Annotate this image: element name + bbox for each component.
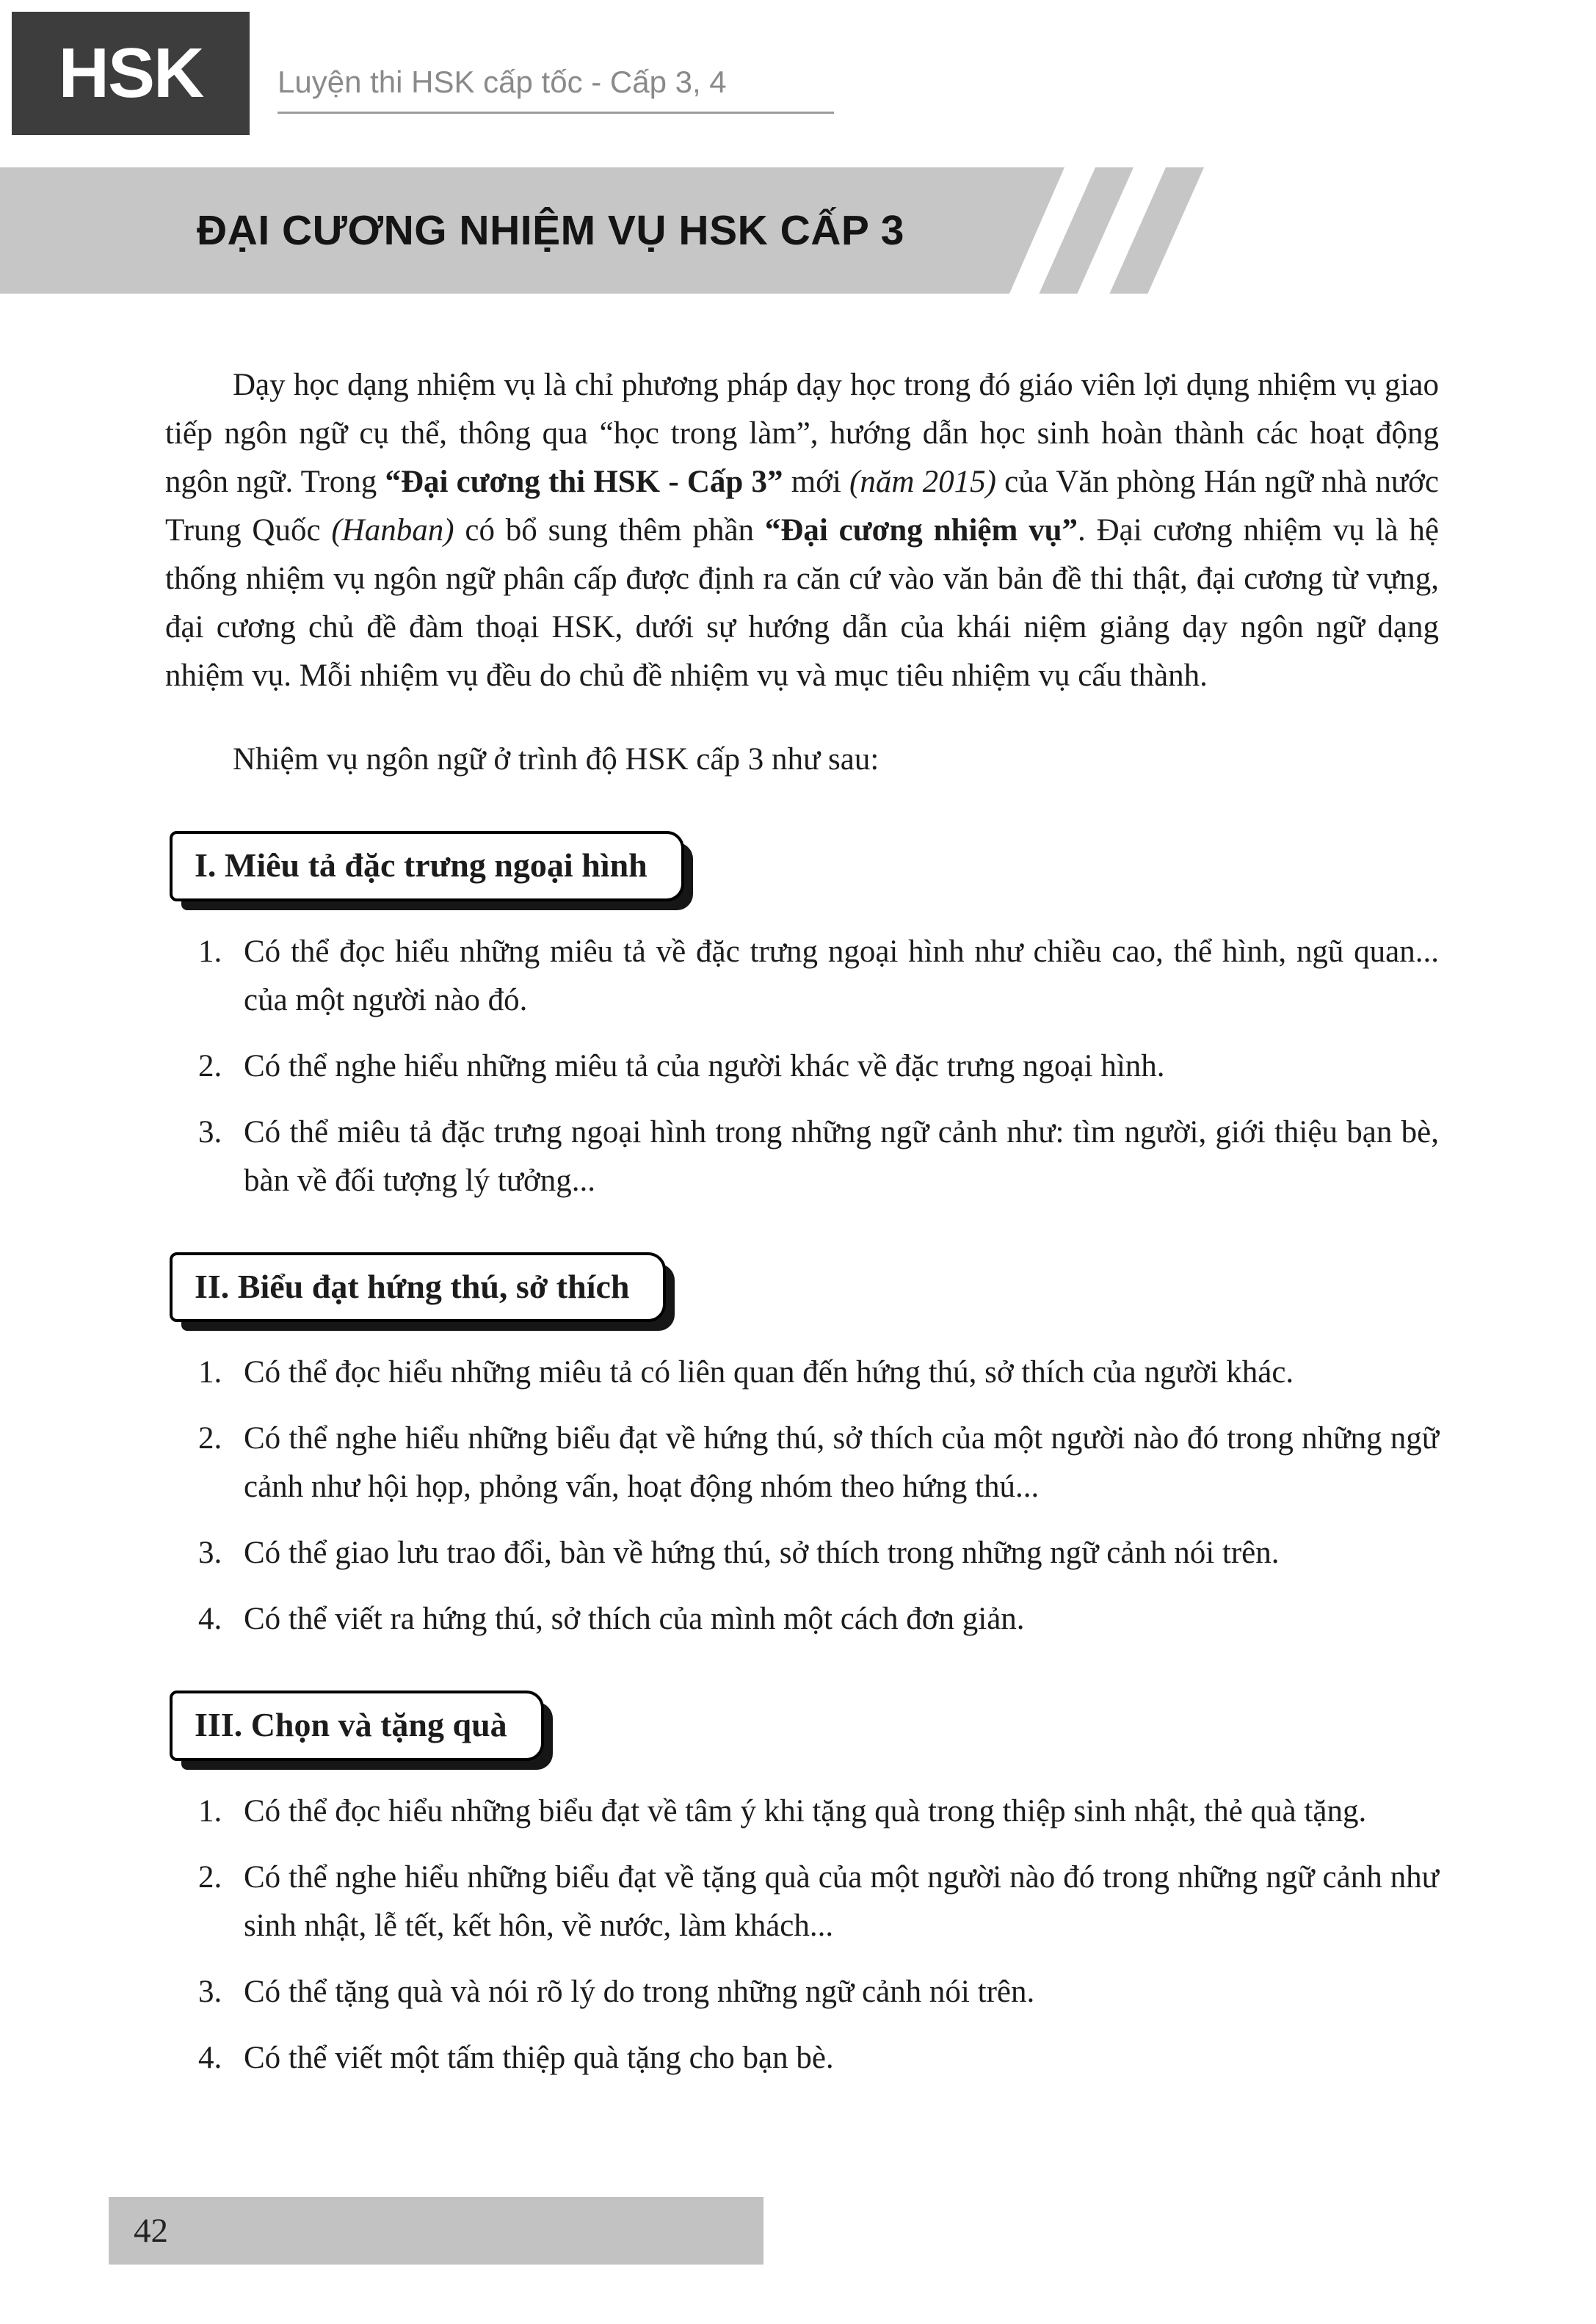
list-item	[165, 1042, 1439, 1091]
item-number: 1.	[198, 934, 222, 969]
item-text: Có thể viết ra hứng thú, sở thích của mình một cách đơn giản.	[244, 1602, 1025, 1636]
item-number: 1.	[198, 1355, 222, 1390]
item-number: 2.	[198, 1421, 222, 1456]
list-item	[165, 1529, 1439, 1577]
item-text: Có thể nghe hiểu những biểu đạt về hứng thú, sở thích của một người nào đó trong những ngữ cảnh như hội họp, phỏng vấn, hoạt động nhóm theo hứng thú...	[244, 1421, 1439, 1504]
item-number: 3.	[198, 1974, 222, 2009]
hsk-logo	[12, 12, 250, 135]
footer-bar	[109, 2197, 763, 2265]
item-text: Có thể đọc hiểu những biểu đạt về tâm ý khi tặng quà trong thiệp sinh nhật, thẻ quà tặng.	[244, 1793, 1367, 1829]
list-item	[165, 2034, 1439, 2082]
section-heading-box	[170, 831, 684, 901]
section-heading: III. Chọn và tặng quà	[195, 1706, 507, 1743]
intro-segment-italic: (Hanban)	[331, 513, 454, 548]
list-item	[165, 1968, 1439, 2016]
section-heading-box	[170, 1252, 666, 1323]
item-text: Có thể miêu tả đặc trưng ngoại hình trong những ngữ cảnh như: tìm người, giới thiệu bạn bè, bàn về đối tượng lý tưởng...	[244, 1114, 1439, 1198]
intro-segment: của Văn phòng Hán ngữ nhà nước Trung Quốc	[165, 465, 1439, 548]
header-subtitle: Luyện thi HSK cấp tốc - Cấp 3, 4	[278, 65, 727, 99]
item-number: 4.	[198, 2040, 222, 2075]
item-text: Có thể nghe hiểu những biểu đạt về tặng quà của một người nào đó trong những ngữ cảnh như sinh nhật, lễ tết, kết hôn, về nước, làm khách...	[244, 1859, 1439, 1943]
page-number: 42	[134, 2212, 168, 2250]
intro-segment: mới	[783, 465, 850, 499]
section-1	[165, 831, 1439, 1205]
list-item	[165, 1415, 1439, 1511]
section-heading-row	[165, 831, 1439, 901]
intro-segment-bold: “Đại cương thi HSK - Cấp 3”	[385, 465, 783, 499]
intro-paragraph	[165, 361, 1439, 700]
section-heading-row	[165, 1691, 1439, 1761]
lead-paragraph: Nhiệm vụ ngôn ngữ ở trình độ HSK cấp 3 như sau:	[233, 742, 879, 777]
list-item	[165, 1348, 1439, 1397]
list-item	[165, 1853, 1439, 1950]
item-text: Có thể viết một tấm thiệp quà tặng cho bạn bè.	[244, 2040, 834, 2075]
section-3	[165, 1691, 1439, 2082]
intro-segment: Dạy học dạng nhiệm vụ là chỉ phương pháp dạy học trong đó giáo viên lợi dụng nhiệm vụ giao tiếp ngôn ngữ cụ thể, thông qua “học trong làm”, hướng dẫn học sinh hoàn thành các hoạt động ngôn ngữ. Trong	[165, 368, 1439, 499]
intro-segment-bold: “Đại cương nhiệm vụ”	[764, 513, 1078, 548]
item-text: Có thể đọc hiểu những miêu tả về đặc trưng ngoại hình như chiều cao, thể hình, ngũ quan... của một người nào đó.	[244, 934, 1439, 1017]
list-item	[165, 1787, 1439, 1836]
item-number: 2.	[198, 1048, 222, 1083]
item-number: 1.	[198, 1793, 222, 1829]
section-heading: II. Biểu đạt hứng thú, sở thích	[195, 1267, 630, 1305]
page-title: ĐẠI CƯƠNG NHIỆM VỤ HSK CẤP 3	[197, 207, 904, 254]
item-text: Có thể giao lưu trao đổi, bàn về hứng thú, sở thích trong những ngữ cảnh nói trên.	[244, 1536, 1280, 1570]
intro-segment: . Đại cương nhiệm vụ là hệ thống nhiệm vụ ngôn ngữ phân cấp được định ra căn cứ vào văn bản đề thi thật, đại cương từ vựng, đại cương chủ đề đàm thoại HSK, dưới sự hướng dẫn của khái niệm giảng dạy ngôn ngữ dạng nhiệm vụ. Mỗi nhiệm vụ đều do chủ đề nhiệm vụ và mục tiêu nhiệm vụ cấu thành.	[165, 513, 1440, 693]
item-number: 3.	[198, 1114, 222, 1150]
list-item	[165, 928, 1439, 1025]
section-heading-row	[165, 1252, 1439, 1323]
intro-segment: có bổ sung thêm phần	[454, 513, 765, 548]
header-rule	[278, 112, 834, 114]
list-item	[165, 1595, 1439, 1644]
item-text: Có thể tặng quà và nói rõ lý do trong những ngữ cảnh nói trên.	[244, 1974, 1035, 2009]
item-text: Có thể nghe hiểu những miêu tả của người khác về đặc trưng ngoại hình.	[244, 1048, 1165, 1083]
item-text: Có thể đọc hiểu những miêu tả có liên quan đến hứng thú, sở thích của người khác.	[244, 1355, 1294, 1390]
title-banner	[0, 167, 1277, 294]
intro-segment-italic: (năm 2015)	[849, 465, 996, 499]
item-number: 3.	[198, 1536, 222, 1570]
item-number: 4.	[198, 1602, 222, 1636]
content-area	[165, 361, 1439, 2100]
hsk-logo-text: HSK	[58, 34, 203, 112]
item-number: 2.	[198, 1859, 222, 1895]
section-heading: I. Miêu tả đặc trưng ngoại hình	[195, 846, 648, 884]
section-heading-box	[170, 1691, 544, 1761]
list-item	[165, 1108, 1439, 1205]
section-2	[165, 1252, 1439, 1644]
